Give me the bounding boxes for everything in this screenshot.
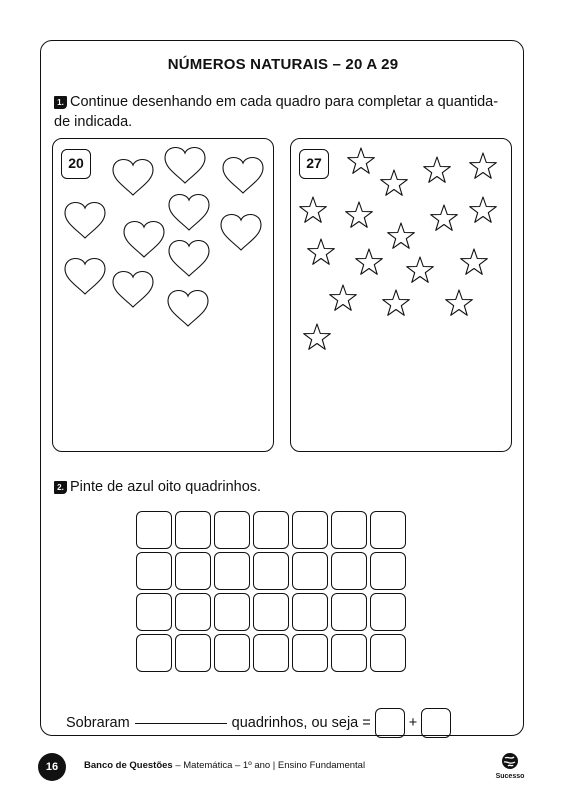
question-1-text: Continue desenhando em cada quadro para completar a quantida-de indicada. [54, 94, 499, 130]
page-title: NÚMEROS NATURAIS – 20 A 29 [167, 56, 399, 73]
hearts-target-number: 20 [61, 149, 91, 179]
question-1 [54, 92, 512, 132]
grid-cell[interactable] [214, 634, 250, 672]
question-2-number: 2. [54, 481, 67, 494]
grid-cell[interactable] [214, 593, 250, 631]
heart-icon [169, 195, 209, 230]
star-icon [446, 290, 473, 315]
star-icon [348, 148, 375, 173]
hearts-box[interactable] [52, 138, 274, 452]
star-icon [470, 197, 497, 222]
stars-drawing [291, 139, 513, 453]
question-2-text: Pinte de azul oito quadrinhos. [70, 479, 262, 495]
heart-icon [223, 158, 263, 193]
hearts-drawing [53, 139, 275, 453]
coloring-grid [136, 511, 406, 672]
star-icon [308, 239, 335, 264]
remaining-count-blank[interactable] [135, 723, 227, 724]
plus-sign: + [408, 715, 418, 731]
heart-icon [65, 259, 105, 294]
question-1-number: 1. [54, 96, 67, 109]
grid-cell[interactable] [253, 593, 289, 631]
star-icon [470, 153, 497, 178]
answer-prefix: Sobraram [66, 715, 130, 731]
star-icon [330, 285, 357, 310]
star-icon [461, 249, 488, 274]
heart-icon [169, 241, 209, 276]
heart-icon [113, 160, 153, 195]
heart-icon [124, 222, 164, 257]
grid-cell[interactable] [136, 552, 172, 590]
grid-cell[interactable] [331, 511, 367, 549]
grid-cell[interactable] [175, 511, 211, 549]
heart-icon [165, 148, 205, 183]
grid-cell[interactable] [214, 511, 250, 549]
grid-cell[interactable] [331, 552, 367, 590]
grid-cell[interactable] [370, 552, 406, 590]
grid-cell[interactable] [370, 511, 406, 549]
grid-cell[interactable] [292, 593, 328, 631]
grid-cell[interactable] [331, 593, 367, 631]
addend-box-1[interactable] [375, 708, 405, 738]
footer-book-title: Banco de Questões [84, 760, 173, 771]
stars-box[interactable] [290, 138, 512, 452]
grid-cell[interactable] [292, 552, 328, 590]
star-icon [300, 197, 327, 222]
footer-details: – Matemática – 1º ano | Ensino Fundamental [172, 760, 366, 771]
answer-line [66, 708, 451, 732]
footer-text [84, 760, 365, 771]
star-icon [346, 202, 373, 227]
question-2 [54, 479, 261, 495]
star-icon [356, 249, 383, 274]
heart-icon [113, 272, 153, 307]
heart-icon [65, 203, 105, 238]
grid-cell[interactable] [253, 511, 289, 549]
star-icon [388, 223, 415, 248]
grid-cell[interactable] [136, 593, 172, 631]
grid-cell[interactable] [331, 634, 367, 672]
grid-cell[interactable] [292, 634, 328, 672]
star-icon [304, 324, 331, 349]
star-icon [431, 205, 458, 230]
star-icon [383, 290, 410, 315]
grid-cell[interactable] [175, 552, 211, 590]
heart-icon [168, 291, 208, 326]
star-icon [424, 157, 451, 182]
globe-icon [501, 752, 519, 770]
publisher-logo [490, 752, 530, 780]
grid-cell[interactable] [214, 552, 250, 590]
page-number: 16 [38, 753, 66, 781]
grid-cell[interactable] [253, 634, 289, 672]
answer-middle: quadrinhos, ou seja = [231, 715, 371, 731]
grid-cell[interactable] [175, 634, 211, 672]
star-icon [407, 257, 434, 282]
grid-cell[interactable] [175, 593, 211, 631]
grid-cell[interactable] [253, 552, 289, 590]
grid-cell[interactable] [292, 511, 328, 549]
star-icon [381, 170, 408, 195]
grid-cell[interactable] [136, 634, 172, 672]
stars-target-number: 27 [299, 149, 329, 179]
grid-cell[interactable] [136, 511, 172, 549]
grid-cell[interactable] [370, 634, 406, 672]
grid-cell[interactable] [370, 593, 406, 631]
logo-text: Sucesso [495, 773, 525, 780]
heart-icon [221, 215, 261, 250]
addend-box-2[interactable] [421, 708, 451, 738]
